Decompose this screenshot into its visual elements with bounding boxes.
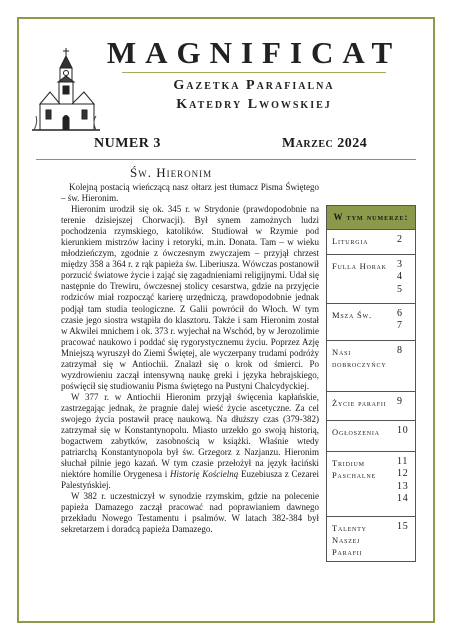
toc-item-label: Liturgia <box>332 236 369 246</box>
article-body <box>61 182 319 536</box>
article-paragraph: Kolejną postacią wieńczącą nasz ołtarz jest tłumacz Pisma Świętego – św. Hieronim. <box>61 182 319 204</box>
issue-line <box>38 136 414 158</box>
article-text: Euzebiusza z Cezarei Palestyńskiej. <box>61 469 320 491</box>
toc-item <box>327 254 415 303</box>
article-title: Św. Hieronim <box>130 165 213 180</box>
toc-item-label: Życie parafii <box>332 398 387 408</box>
toc-item-label: Fulla Horak <box>332 261 387 271</box>
toc-item <box>327 516 415 561</box>
toc-item <box>327 420 415 451</box>
issue-date: Marzec 2024 <box>282 136 368 151</box>
article-italic-title: Historię Kościelną <box>170 469 239 480</box>
toc-item-pages: 3 4 5 <box>397 259 403 295</box>
toc-item-label: Msza Św. <box>332 310 372 320</box>
title-rule <box>122 72 386 73</box>
toc-item <box>327 229 415 254</box>
masthead <box>104 34 404 114</box>
article-paragraph <box>61 392 319 491</box>
article-paragraph: W 382 r. uczestniczył w synodzie rzymskim, gdzie na polecenie papieża Damazego zaczął pracować nad poprawianiem dawnego przekładu Nowego Testamentu i psalmów. W latach 382-384 był sekretarzem i doradcą papieża Damazego. <box>61 491 319 535</box>
toc-item <box>327 303 415 340</box>
publication-title: MAGNIFICAT <box>106 35 402 70</box>
publication-subtitle-1: Gazetka Parafialna <box>173 78 335 93</box>
issue-number: NUMER 3 <box>94 136 161 151</box>
toc-item-label: Tridium Paschalne <box>332 458 376 480</box>
toc-item-pages: 2 <box>397 234 403 245</box>
toc-item-pages: 6 7 <box>397 308 403 332</box>
toc-item-pages: 9 <box>397 396 403 407</box>
toc-item-label: Ogłoszenia <box>332 427 380 437</box>
toc-item-label: Nasi dobroczyńcy <box>332 347 387 369</box>
issue-rule <box>36 159 416 160</box>
toc-item-pages: 15 <box>397 521 409 532</box>
toc-item-pages: 8 <box>397 345 403 356</box>
toc-item <box>327 451 415 516</box>
article-text: W 377 r. w Antiochii Hieronim przyjął święcenia kapłańskie, zastrzegając jednak, że pragnie dalej wieść życie ascetyczne. Za cel swojego życia postawił pracę naukową. Na dłuższy czas (379-382) zatrzymał się w Konstantynopolu. Miasto urzekło go swoją historią, bogactwem zabytków, zasobnością w książki. Właśnie wtedy patriarchą Konstantynopola był św. Grzegorz z Nazjanzu. Hieronim słuchał pilnie jego kazań. W tym czasie przełożył na język łaciński niektóre homilie Orygenesa i <box>61 391 319 480</box>
toc-item-pages: 11 12 13 14 <box>397 456 409 505</box>
toc-item-label: Talenty Naszej Parafii <box>332 523 367 557</box>
table-of-contents <box>326 205 416 562</box>
toc-item <box>327 340 415 391</box>
toc-item-pages: 10 <box>397 425 409 436</box>
publication-subtitle-2: Katedry Lwowskiej <box>176 97 332 112</box>
church-illustration <box>30 46 102 138</box>
toc-header: W tym numerze: <box>327 206 415 229</box>
article-paragraph: Hieronim urodził się ok. 345 r. w Strydonie (prawdopodobnie na terenie dzisiejszej Chorwacji). Był synem zamożnych ludzi pochodzenia rzymskiego, katolików. Studiował w Rzymie pod kierunkiem mistrzów łaciny i retoryki, m.in. Donata. Tam – w wieku młodzieńczym, zgodnie z ówczesnym zwyczajem – przyjął chrzest między 358 a 364 r. z rąk papieża św. Liberiusza. Wówczas postanowił porzucić światowe życie i zająć się zagadnieniami religijnymi. Udał się następnie do Trewiru, ówczesnej stolicy cesarstwa, gdzie na przyjęcie rodziców miał rozpocząć karierę urzędniczą, prawdopodobnie jednak podjął tam studia teologiczne. Z Galii powrócił do Włoch. W tym czasie jego siostra wstąpiła do klasztoru. Także i sam Hieronim został w Akwilei mnichem i ok. 373 r. wyjechał na Wschód, by w Jerozolimie pracować naukowo i poddać się rygorystycznemu życiu. Poprzez Azję Mniejszą wyruszył do Ziemi Świętej, ale wyczerpany trudami podróży zatrzymał się w Antiochii. Znalazł się o krok od śmierci. Po wyzdrowieniu zaczął intensywną naukę greki i języka hebrajskiego, poświęcił się studiowaniu Pisma świętego na Pustyni Chalcydyckiej. <box>61 204 319 391</box>
toc-item <box>327 391 415 420</box>
